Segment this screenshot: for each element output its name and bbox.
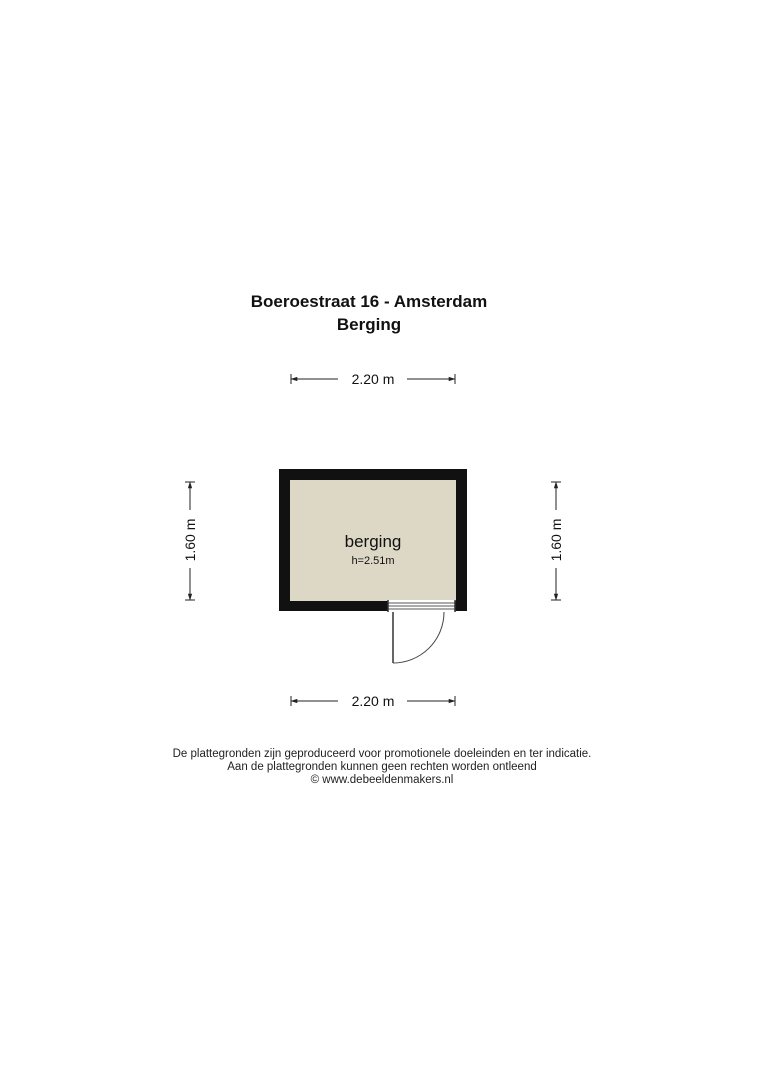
door-swing-arc xyxy=(393,612,444,663)
left-depth-label: 1.60 m xyxy=(182,518,198,562)
room-name-label: berging xyxy=(344,532,402,551)
right-depth-dimension xyxy=(548,482,564,600)
top-width-label: 2.20 m xyxy=(351,371,395,387)
bottom-width-label: 2.20 m xyxy=(351,693,395,709)
plan-subtitle: Berging xyxy=(336,315,402,334)
room-height-label: h=2.51m xyxy=(351,555,395,567)
plan-title: Boeroestraat 16 - Amsterdam xyxy=(250,292,488,311)
disclaimer-line-2: Aan de plattegronden kunnen geen rechten worden ontleend xyxy=(227,761,537,773)
right-depth-label: 1.60 m xyxy=(548,518,564,562)
top-width-dimension xyxy=(291,371,455,387)
left-depth-dimension xyxy=(182,482,198,600)
bottom-width-dimension xyxy=(291,693,455,709)
room-berging xyxy=(279,469,467,663)
disclaimer-line-1: De plattegronden zijn geproduceerd voor promotionele doeleinden en ter indicatie. xyxy=(172,748,592,760)
copyright-line: © www.debeeldenmakers.nl xyxy=(310,774,454,786)
